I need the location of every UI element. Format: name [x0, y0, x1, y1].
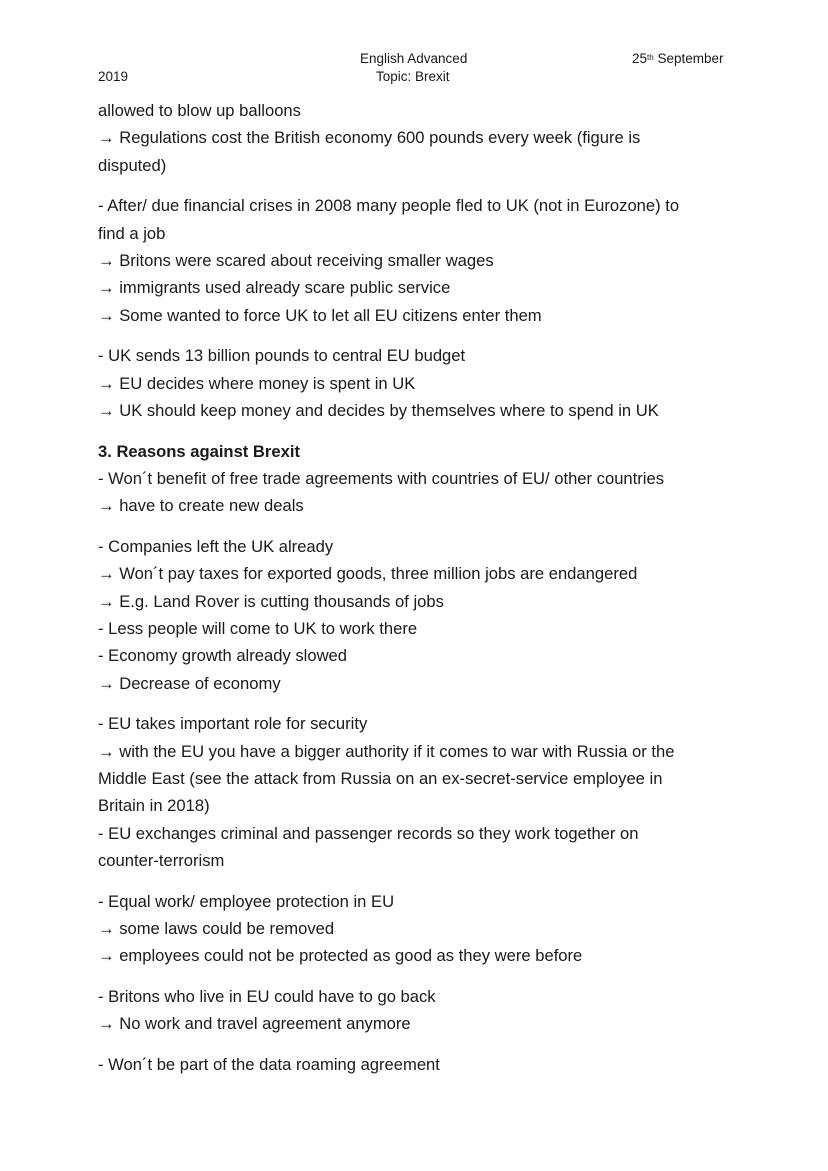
- header-topic: Topic: Brexit: [376, 69, 450, 84]
- text-line: - Won´t benefit of free trade agreements with countries of EU/ other countries: [98, 469, 665, 489]
- text-line: - EU exchanges criminal and passenger records so they work together on: [98, 823, 639, 843]
- document-body: [98, 97, 738, 1092]
- text-line: counter-terrorism: [98, 850, 225, 870]
- header-date-day: 25: [632, 51, 648, 66]
- text-line: find a job: [98, 223, 166, 243]
- text-block: [98, 888, 738, 970]
- header-date: [632, 50, 724, 68]
- text-line: → Britons were scared about receiving smaller wages: [98, 250, 494, 270]
- text-line: - UK sends 13 billion pounds to central EU budget: [98, 346, 466, 366]
- text-block: [98, 710, 738, 874]
- text-line: → employees could not be protected as good as they were before: [98, 946, 583, 966]
- text-line: - After/ due financial crises in 2008 many people fled to UK (not in Eurozone) to: [98, 196, 680, 216]
- text-line: - Economy growth already slowed: [98, 646, 348, 666]
- text-line: Britain in 2018): [98, 796, 210, 816]
- text-block: [98, 192, 738, 328]
- text-block: [98, 342, 738, 424]
- text-line: → No work and travel agreement anymore: [98, 1014, 411, 1034]
- text-line: - Equal work/ employee protection in EU: [98, 891, 395, 911]
- text-line: → Decrease of economy: [98, 673, 281, 693]
- header-date-suffix: th: [647, 53, 654, 62]
- text-line: → have to create new deals: [98, 496, 304, 516]
- section-heading: 3. Reasons against Brexit: [98, 441, 300, 461]
- text-line: → E.g. Land Rover is cutting thousands of jobs: [98, 591, 444, 611]
- text-line: allowed to blow up balloons: [98, 101, 301, 120]
- text-line: → some laws could be removed: [98, 919, 335, 939]
- text-line: → Some wanted to force UK to let all EU citizens enter them: [98, 305, 542, 325]
- text-line: Middle East (see the attack from Russia on an ex-secret-service employee in: [98, 769, 663, 789]
- header-year: 2019: [98, 69, 129, 84]
- text-block: [98, 533, 738, 697]
- text-line: → immigrants used already scare public service: [98, 278, 451, 298]
- text-line: - Britons who live in EU could have to go back: [98, 987, 436, 1007]
- text-line: → Regulations cost the British economy 600 pounds every week (figure is: [98, 128, 641, 148]
- text-line: → with the EU you have a bigger authority if it comes to war with Russia or the: [98, 741, 675, 761]
- header-date-month: September: [653, 51, 724, 66]
- text-line: → Won´t pay taxes for exported goods, three million jobs are endangered: [98, 564, 638, 584]
- header-course: English Advanced: [360, 51, 468, 66]
- text-block: [98, 1051, 738, 1078]
- text-line: - Won´t be part of the data roaming agreement: [98, 1055, 440, 1075]
- text-line: → EU decides where money is spent in UK: [98, 373, 416, 393]
- text-block: [98, 97, 738, 179]
- text-block: [98, 438, 738, 520]
- text-line: disputed): [98, 155, 167, 175]
- text-line: - Companies left the UK already: [98, 537, 334, 557]
- text-line: → UK should keep money and decides by themselves where to spend in UK: [98, 400, 659, 420]
- text-block: [98, 983, 738, 1038]
- text-line: - EU takes important role for security: [98, 714, 368, 734]
- text-line: - Less people will come to UK to work there: [98, 619, 418, 639]
